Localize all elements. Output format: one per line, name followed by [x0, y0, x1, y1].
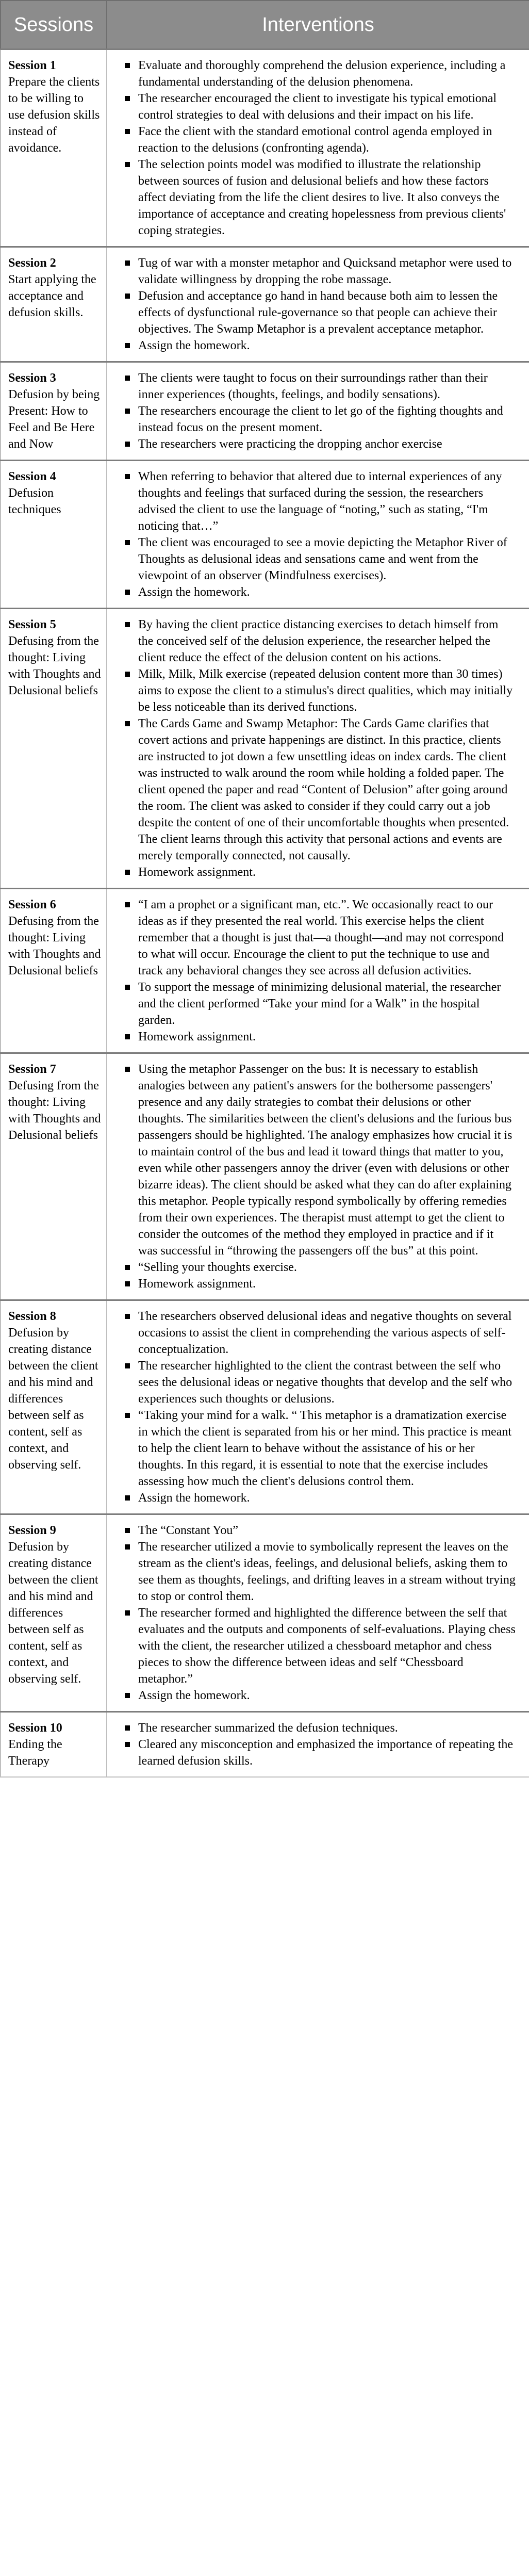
- list-item: [123, 1687, 516, 1704]
- table-row: [1, 1300, 529, 1514]
- session-number: Session 2: [8, 256, 56, 270]
- intervention-text: “Selling your thoughts exercise.: [138, 1261, 297, 1274]
- interventions-cell: [107, 889, 529, 1053]
- square-bullet-icon: [125, 1544, 130, 1550]
- list-item: [123, 255, 516, 288]
- square-bullet-icon: [125, 1610, 130, 1616]
- square-bullet-icon: [125, 376, 130, 381]
- square-bullet-icon: [125, 442, 130, 447]
- session-cell: [1, 50, 107, 247]
- intervention-text: Cleared any misconception and emphasized the importance of repeating the learned defusion skills.: [138, 1738, 514, 1768]
- intervention-text: When referring to behavior that altered due to internal experiences of any thoughts and feelings that surfaced during the session, the researchers advised the client to use the language of “noting,” such as stating, “I'm noticing that…”: [138, 470, 502, 533]
- list-item: [123, 468, 516, 534]
- intervention-text: Tug of war with a monster metaphor and Quicksand metaphor were used to validate willingness by dropping the robe massage.: [138, 256, 512, 286]
- intervention-text: Face the client with the standard emotional control agenda employed in reaction to the delusions (confronting agenda).: [138, 125, 492, 155]
- square-bullet-icon: [125, 540, 130, 545]
- square-bullet-icon: [125, 1265, 130, 1270]
- square-bullet-icon: [125, 260, 130, 266]
- square-bullet-icon: [125, 474, 130, 479]
- intervention-text: Using the metaphor Passenger on the bus: It is necessary to establish analogies between any patient's answers for the bothersome passengers' presence and any daily strategies to combat their delusions or other thoughts. The similarities between the client's delusions and the furious bus passengers should be highlighted. The analogy emphasizes how crucial it is to maintain control of the bus and lead it toward things that matter to you, even while other passengers annoy the driver (even with delusions or other bizarre ideas). The client should be asked what they can do after explaining this metaphor. People typically respond symbolically by offering remedies from their own experiences. The therapist must attempt to get the client to consider the outcomes of the method they employed in practice and if it was successful in “throwing the passengers off the bus” at this point.: [138, 1063, 513, 1258]
- intervention-text: Homework assignment.: [138, 1277, 256, 1291]
- square-bullet-icon: [125, 129, 130, 134]
- intervention-text: Defusion and acceptance go hand in hand because both aim to lessen the effects of dysfunctional rule-governance so that people can achieve their objectives. The Swamp Metaphor is a prevalent acceptance metaphor.: [138, 289, 498, 336]
- intervention-text: The researcher utilized a movie to symbolically represent the leaves on the stream as the client's ideas, feelings, and delusional beliefs, asking them to see them as thoughts, feelings, and drifting leaves in a stream without trying to stop or control them.: [138, 1540, 516, 1603]
- session-cell: [1, 1300, 107, 1514]
- table-row: [1, 50, 529, 247]
- interventions-cell: [107, 1712, 529, 1778]
- session-number: Session 6: [8, 898, 56, 911]
- list-item: [123, 1029, 516, 1045]
- interventions-list: [123, 1720, 516, 1769]
- intervention-text: Assign the homework.: [138, 339, 250, 352]
- interventions-cell: [107, 461, 529, 609]
- session-title: Defusion by being Present: How to Feel and Be Here and Now: [8, 388, 100, 451]
- list-item: [123, 1490, 516, 1506]
- square-bullet-icon: [125, 294, 130, 299]
- list-item: [123, 1539, 516, 1605]
- list-item: [123, 288, 516, 337]
- interventions-list: [123, 1522, 516, 1704]
- intervention-text: The researchers encourage the client to let go of the fighting thoughts and instead focus on the present moment.: [138, 404, 503, 434]
- square-bullet-icon: [125, 1528, 130, 1533]
- square-bullet-icon: [125, 1363, 130, 1368]
- session-number: Session 3: [8, 371, 56, 385]
- session-cell: [1, 461, 107, 609]
- interventions-cell: [107, 362, 529, 461]
- square-bullet-icon: [125, 63, 130, 68]
- session-cell: [1, 362, 107, 461]
- table-row: [1, 1514, 529, 1712]
- intervention-text: The researcher formed and highlighted the difference between the self that evaluates and the outputs and components of self-evaluations. Playing chess with the client, the researcher utilized a chessboard metaphor and chess pieces to show the difference between ideas and self “Chessboard metaphor.”: [138, 1606, 516, 1686]
- square-bullet-icon: [125, 343, 130, 348]
- square-bullet-icon: [125, 870, 130, 875]
- list-item: [123, 90, 516, 123]
- interventions-cell: [107, 1514, 529, 1712]
- square-bullet-icon: [125, 162, 130, 167]
- list-item: [123, 1358, 516, 1407]
- list-item: [123, 1259, 516, 1276]
- intervention-text: Evaluate and thoroughly comprehend the delusion experience, including a fundamental understanding of the delusion phenomena.: [138, 59, 506, 89]
- list-item: [123, 715, 516, 864]
- list-item: [123, 123, 516, 156]
- square-bullet-icon: [125, 721, 130, 726]
- list-item: [123, 896, 516, 979]
- header-sessions: Sessions: [1, 1, 107, 50]
- interventions-list: [123, 1061, 516, 1292]
- intervention-text: The researcher summarized the defusion techniques.: [138, 1721, 398, 1735]
- square-bullet-icon: [125, 96, 130, 101]
- session-title: Ending the Therapy: [8, 1738, 62, 1768]
- session-cell: [1, 889, 107, 1053]
- intervention-text: The selection points model was modified to illustrate the relationship between sources of fusion and delusional beliefs and how these factors affect deviating from the life the client desires to live. It also conveys the importance of acceptance and creating hopelessness from previous clients' coping strategies.: [138, 158, 506, 237]
- session-number: Session 5: [8, 618, 56, 631]
- table-row: [1, 1053, 529, 1300]
- interventions-list: [123, 57, 516, 239]
- session-title: Defusing from the thought: Living with Thoughts and Delusional beliefs: [8, 915, 101, 977]
- square-bullet-icon: [125, 1034, 130, 1039]
- list-item: [123, 370, 516, 403]
- session-title: Prepare the clients to be willing to use defusion skills instead of avoidance.: [8, 75, 100, 155]
- square-bullet-icon: [125, 902, 130, 907]
- session-title: Defusion by creating distance between the client and his mind and differences between self as content, self as context, and observing self.: [8, 1540, 98, 1686]
- interventions-cell: [107, 247, 529, 362]
- session-cell: [1, 609, 107, 889]
- list-item: [123, 979, 516, 1029]
- square-bullet-icon: [125, 622, 130, 627]
- list-item: [123, 1522, 516, 1539]
- table-row: [1, 889, 529, 1053]
- header-interventions: Interventions: [107, 1, 529, 50]
- intervention-text: “Taking your mind for a walk. “ This metaphor is a dramatization exercise in which the client is separated from his or her mind. This practice is meant to help the client learn to behave without the assistance of his or her thoughts. In this regard, it is essential to note that the exercise includes assessing how much the client's delusions control them.: [138, 1409, 512, 1488]
- session-cell: [1, 247, 107, 362]
- list-item: [123, 864, 516, 881]
- intervention-text: Assign the homework.: [138, 585, 250, 599]
- intervention-text: The “Constant You”: [138, 1524, 238, 1537]
- square-bullet-icon: [125, 1742, 130, 1747]
- square-bullet-icon: [125, 1413, 130, 1418]
- intervention-text: Homework assignment.: [138, 1030, 256, 1044]
- square-bullet-icon: [125, 672, 130, 677]
- square-bullet-icon: [125, 1495, 130, 1501]
- list-item: [123, 534, 516, 584]
- list-item: [123, 1407, 516, 1490]
- square-bullet-icon: [125, 1693, 130, 1698]
- square-bullet-icon: [125, 1314, 130, 1319]
- list-item: [123, 616, 516, 666]
- list-item: [123, 666, 516, 715]
- square-bullet-icon: [125, 409, 130, 414]
- session-title: Defusion techniques: [8, 486, 61, 516]
- intervention-text: By having the client practice distancing exercises to detach himself from the conceived self of the delusion experience, the researcher helped the client reduce the effect of the delusion content on his actions.: [138, 618, 499, 664]
- table-body: [1, 50, 529, 1778]
- session-number: Session 1: [8, 59, 56, 72]
- intervention-text: The researchers observed delusional ideas and negative thoughts on several occasions to assist the client in comprehending the various aspects of self-conceptualization.: [138, 1310, 512, 1356]
- intervention-text: The researcher encouraged the client to investigate his typical emotional control strategies to deal with delusions and their impact on his life.: [138, 92, 497, 122]
- interventions-list: [123, 616, 516, 881]
- list-item: [123, 1276, 516, 1292]
- session-title: Defusing from the thought: Living with Thoughts and Delusional beliefs: [8, 1079, 101, 1142]
- session-cell: [1, 1053, 107, 1300]
- list-item: [123, 403, 516, 436]
- table-row: [1, 362, 529, 461]
- table-row: [1, 461, 529, 609]
- interventions-list: [123, 370, 516, 452]
- session-title: Defusion by creating distance between the client and his mind and differences between self as content, self as context, and observing self.: [8, 1326, 98, 1472]
- table-row: [1, 247, 529, 362]
- list-item: [123, 436, 516, 452]
- intervention-text: The researchers were practicing the dropping anchor exercise: [138, 437, 442, 451]
- interventions-list: [123, 1308, 516, 1506]
- list-item: [123, 1061, 516, 1259]
- interventions-list: [123, 896, 516, 1045]
- session-title: Start applying the acceptance and defusion skills.: [8, 273, 96, 319]
- square-bullet-icon: [125, 985, 130, 990]
- list-item: [123, 1605, 516, 1687]
- square-bullet-icon: [125, 1725, 130, 1731]
- table-header-row: [1, 1, 529, 50]
- intervention-text: The Cards Game and Swamp Metaphor: The Cards Game clarifies that covert actions and private happenings are distinct. In this practice, clients are instructed to jot down a few unsettling ideas on index cards. The client was instructed to walk around the room while holding a folded paper. The client opened the paper and read “Content of Delusion” after going around the room. The client was asked to consider if they could carry out a job despite the content of one of their uncomfortable thoughts when presented. The client learns through this activity that personal actions and events are merely temporally connected, not causally.: [138, 717, 509, 862]
- session-cell: [1, 1514, 107, 1712]
- intervention-text: Homework assignment.: [138, 866, 256, 879]
- list-item: [123, 1308, 516, 1358]
- square-bullet-icon: [125, 1281, 130, 1286]
- intervention-text: Assign the homework.: [138, 1689, 250, 1702]
- table-row: [1, 609, 529, 889]
- square-bullet-icon: [125, 590, 130, 595]
- list-item: [123, 1720, 516, 1736]
- session-number: Session 4: [8, 470, 56, 483]
- list-item: [123, 156, 516, 239]
- intervention-text: The clients were taught to focus on their surroundings rather than their inner experiences (thoughts, feelings, and bodily sensations).: [138, 371, 488, 401]
- list-item: [123, 57, 516, 90]
- session-title: Defusing from the thought: Living with Thoughts and Delusional beliefs: [8, 634, 101, 697]
- interventions-cell: [107, 1053, 529, 1300]
- list-item: [123, 584, 516, 600]
- session-number: Session 9: [8, 1524, 56, 1537]
- table-row: [1, 1712, 529, 1778]
- session-number: Session 7: [8, 1063, 56, 1076]
- intervention-text: The researcher highlighted to the client the contrast between the self who sees the delusional ideas or negative thoughts that develop and the self who experiences such thoughts or delusions.: [138, 1359, 513, 1406]
- interventions-cell: [107, 50, 529, 247]
- list-item: [123, 337, 516, 354]
- intervention-text: Milk, Milk, Milk exercise (repeated delusion content more than 30 times) aims to expose the client to a stimulus's direct qualities, which may initially be less noticeable than its derived functions.: [138, 667, 513, 714]
- interventions-cell: [107, 1300, 529, 1514]
- interventions-list: [123, 255, 516, 354]
- intervention-text: “I am a prophet or a significant man, etc.”. We occasionally react to our ideas as if they presented the real world. This exercise helps the client remember that a thought is just that—a thought—and may not correspond to what will occur. Encourage the client to put the technique to use and track any behavioral changes they see across all defusion activities.: [138, 898, 504, 977]
- interventions-cell: [107, 609, 529, 889]
- interventions-list: [123, 468, 516, 600]
- session-number: Session 10: [8, 1721, 62, 1735]
- square-bullet-icon: [125, 1067, 130, 1072]
- intervention-text: Assign the homework.: [138, 1491, 250, 1505]
- list-item: [123, 1736, 516, 1769]
- intervention-text: To support the message of minimizing delusional material, the researcher and the client performed “Take your mind for a Walk” in the hospital garden.: [138, 981, 501, 1027]
- session-number: Session 8: [8, 1310, 56, 1323]
- intervention-text: The client was encouraged to see a movie depicting the Metaphor River of Thoughts as delusional ideas and sensations came and went from the viewpoint of an observer (Mindfulness exercises).: [138, 536, 507, 582]
- session-cell: [1, 1712, 107, 1778]
